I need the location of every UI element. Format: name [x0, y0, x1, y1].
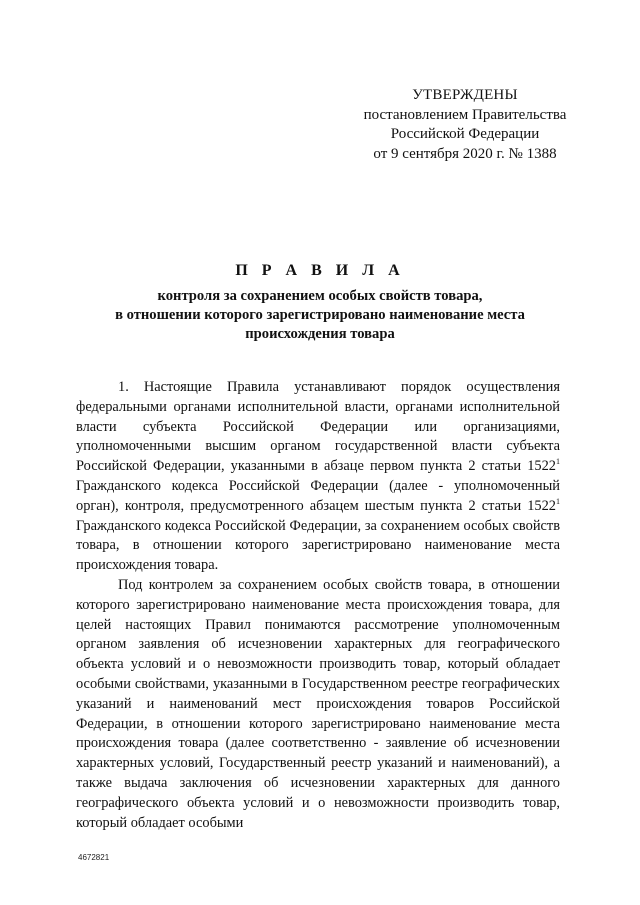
subtitle-line-1: контроля за сохранением особых свойств товара, [157, 288, 483, 304]
superscript-2: 1 [556, 496, 560, 506]
approval-line-3: от 9 сентября 2020 г. № 1388 [373, 145, 557, 162]
approval-line-1: постановлением Правительства [363, 106, 567, 123]
paragraph-2: Под контролем за сохранением особых свойств товара, в отношении которого зарегистрировано наименование места происхождения товара, для целей настоящих Правил понимаются рассмотрение уполномоченным органом заявления об исчезновении характерных для географического объекта условий и о невозможности производить товар, который обладает особыми свойствами, указанными в Государственном реестре географических указаний и наименований мест происхождения товаров Российской Федерации, в отношении которого зарегистрировано наименование места происхождения товара (далее соответственно - заявление об исчезновении характерных условий, Государственный реестр указаний и наименований), а также выдача заключения об исчезновении характерных для данного географического объекта условий и о невозможности производить товар, который обладает особыми [76, 576, 560, 831]
subtitle-line-3: происхождения товара [245, 326, 395, 342]
approval-heading: УТВЕРЖДЕНЫ [412, 87, 518, 103]
subtitle-line-2: в отношении которого зарегистрировано наименование места [115, 307, 525, 323]
paragraph-1 [76, 378, 560, 576]
document-title: П Р А В И Л А [235, 262, 405, 279]
paragraph-1-part-3: Гражданского кодекса Российской Федерации, за сохранением особых свойств товара, в отношении которого зарегистрировано наименование места происхождения товара. [76, 517, 560, 574]
approval-block [330, 86, 600, 164]
superscript-1: 1 [556, 457, 560, 467]
paragraph-1-part-1: 1. Настоящие Правила устанавливают порядок осуществления федеральными органами исполнительной власти, органами исполнительной власти субъекта Российской Федерации или организациями, уполномоченными высшим органом государственной власти субъекта Российской Федерации, указанными в абзаце первом пункта 2 статьи 1522 [76, 379, 560, 475]
document-subtitle [70, 287, 570, 344]
paragraph-1-part-2: Гражданского кодекса Российской Федерации (далее - уполномоченный орган), контроля, предусмотренного абзацем шестым пункта 2 статьи 1522 [76, 477, 560, 514]
approval-line-2: Российской Федерации [390, 126, 540, 142]
document-number: 4672821 [78, 853, 110, 862]
document-body [76, 378, 560, 833]
